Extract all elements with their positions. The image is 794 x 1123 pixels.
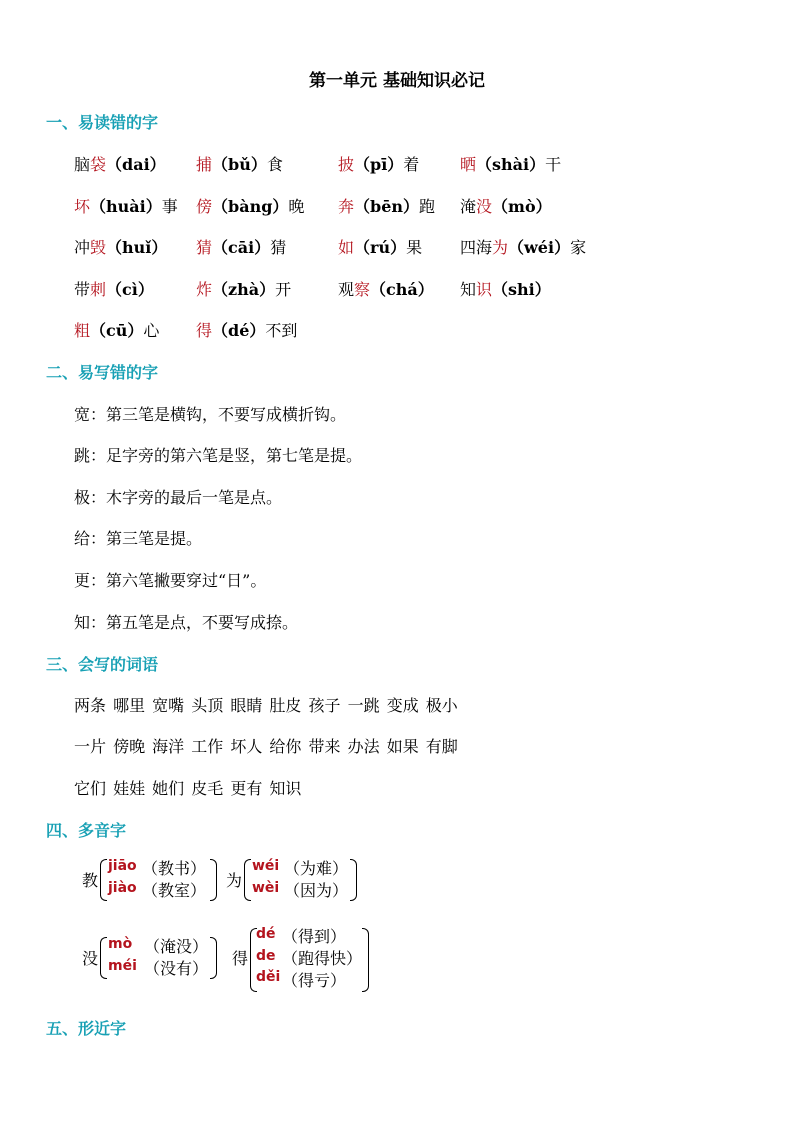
reading-item	[460, 277, 551, 300]
reading-pinyin: （shi）	[492, 280, 551, 299]
reading-item	[460, 235, 586, 258]
reading-suffix: 开	[275, 280, 292, 299]
polyphone-word: （为难）	[284, 859, 349, 878]
reading-pinyin: （wéi）	[508, 238, 571, 257]
reading-prefix: 四海	[460, 238, 493, 257]
reading-target-char: 奔	[338, 197, 355, 216]
reading-suffix: 果	[406, 238, 423, 257]
polyphone-word: （跑得快）	[282, 949, 363, 968]
reading-item	[196, 277, 291, 300]
writing-line: 更：第六笔撇要穿过“日”。	[74, 571, 267, 590]
writing-line: 极：木字旁的最后一笔是点。	[74, 488, 283, 507]
polyphone-char: 为	[226, 871, 243, 890]
polyphone-mei	[82, 934, 222, 984]
left-brace	[100, 859, 107, 901]
left-brace	[244, 859, 251, 901]
reading-target-char: 没	[476, 197, 493, 216]
reading-target-char: 炸	[196, 280, 213, 299]
reading-target-char: 袋	[90, 155, 107, 174]
reading-item	[196, 194, 304, 217]
reading-pinyin: （zhà）	[212, 280, 276, 299]
reading-item	[338, 235, 422, 258]
polyphone-pinyin: wéi	[252, 858, 280, 874]
reading-pinyin: （dai）	[106, 155, 166, 174]
reading-item	[338, 194, 435, 217]
reading-item	[196, 152, 283, 175]
polyphone-char: 没	[82, 949, 99, 968]
polyphone-word: （淹没）	[144, 937, 209, 956]
reading-suffix: 不到	[265, 321, 298, 340]
reading-item	[460, 194, 552, 217]
reading-target-char: 察	[354, 280, 371, 299]
reading-target-char: 为	[492, 238, 509, 257]
reading-prefix: 观	[338, 280, 355, 299]
reading-item	[338, 277, 434, 300]
writing-line: 宽：第三笔是横钩，不要写成横折钩。	[74, 405, 347, 424]
reading-suffix: 心	[143, 321, 160, 340]
polyphone-pinyin: de	[256, 948, 276, 964]
reading-item	[460, 152, 561, 175]
reading-prefix: 冲	[74, 238, 91, 257]
polyphone-word: （得亏）	[282, 971, 347, 990]
reading-pinyin: （bēn）	[354, 197, 420, 216]
reading-suffix: 跑	[419, 197, 436, 216]
reading-target-char: 得	[196, 321, 213, 340]
reading-pinyin: （pī）	[354, 155, 404, 174]
right-brace	[210, 937, 217, 979]
reading-target-char: 刺	[90, 280, 107, 299]
reading-item	[74, 318, 159, 341]
right-brace	[210, 859, 217, 901]
reading-prefix: 淹	[460, 197, 477, 216]
section-heading-1: 一、易读错的字	[46, 113, 159, 132]
polyphone-pinyin: děi	[256, 969, 281, 985]
polyphone-pinyin: jiào	[108, 880, 137, 896]
reading-pinyin: （cāi）	[212, 238, 271, 257]
reading-suffix: 干	[545, 155, 562, 174]
polyphone-word: （教书）	[142, 859, 207, 878]
polyphone-jiao	[82, 856, 222, 906]
reading-suffix: 晚	[288, 197, 305, 216]
section-heading-2: 二、易写错的字	[46, 363, 159, 382]
reading-target-char: 捕	[196, 155, 213, 174]
reading-pinyin: （bàng）	[212, 197, 289, 216]
reading-suffix: 事	[161, 197, 178, 216]
polyphone-pinyin: jiāo	[108, 858, 137, 874]
word-line: 它们 娃娃 她们 皮毛 更有 知识	[74, 779, 302, 798]
section-heading-5: 五、形近字	[46, 1019, 127, 1038]
polyphone-pinyin: mò	[108, 936, 133, 952]
word-line: 两条 哪里 宽嘴 头顶 眼睛 肚皮 孩子 一跳 变成 极小	[74, 696, 458, 715]
reading-target-char: 如	[338, 238, 355, 257]
writing-line: 给：第三笔是提。	[74, 529, 203, 548]
reading-pinyin: （huǐ）	[106, 238, 168, 257]
page-title: 第一单元 基础知识必记	[309, 71, 485, 91]
reading-suffix: 猜	[270, 238, 287, 257]
reading-item	[74, 235, 167, 258]
reading-suffix: 着	[403, 155, 420, 174]
reading-target-char: 坏	[74, 197, 91, 216]
left-brace	[100, 937, 107, 979]
reading-item	[196, 318, 297, 341]
word-line: 一片 傍晚 海洋 工作 坏人 给你 带来 办法 如果 有脚	[74, 737, 458, 756]
reading-target-char: 粗	[74, 321, 91, 340]
reading-pinyin: （shài）	[476, 155, 546, 174]
reading-pinyin: （rú）	[354, 238, 407, 257]
reading-suffix: 家	[570, 238, 587, 257]
reading-prefix: 脑	[74, 155, 91, 174]
reading-target-char: 傍	[196, 197, 213, 216]
reading-pinyin: （huài）	[90, 197, 162, 216]
right-brace	[350, 859, 357, 901]
reading-item	[196, 235, 286, 258]
polyphone-char: 得	[232, 949, 249, 968]
polyphone-wei	[226, 856, 366, 906]
reading-pinyin: （cì）	[106, 280, 154, 299]
polyphone-word: （得到）	[282, 927, 347, 946]
reading-target-char: 晒	[460, 155, 477, 174]
reading-item	[74, 277, 154, 300]
section-heading-4: 四、多音字	[46, 821, 127, 840]
writing-line: 知：第五笔是点，不要写成捺。	[74, 613, 299, 632]
section-heading-3: 三、会写的词语	[46, 655, 159, 674]
polyphone-de	[232, 924, 382, 996]
reading-target-char: 毁	[90, 238, 107, 257]
reading-pinyin: （mò）	[492, 197, 552, 216]
reading-pinyin: （cū）	[90, 321, 144, 340]
reading-target-char: 披	[338, 155, 355, 174]
reading-pinyin: （chá）	[370, 280, 434, 299]
reading-item	[74, 152, 166, 175]
reading-suffix: 食	[266, 155, 283, 174]
reading-pinyin: （bǔ）	[212, 155, 267, 174]
reading-pinyin: （dé）	[212, 321, 266, 340]
polyphone-pinyin: dé	[256, 926, 276, 942]
polyphone-word: （没有）	[144, 959, 209, 978]
polyphone-word: （因为）	[284, 881, 349, 900]
reading-target-char: 猜	[196, 238, 213, 257]
polyphone-pinyin: wèi	[252, 880, 280, 896]
polyphone-pinyin: méi	[108, 958, 137, 974]
right-brace	[362, 928, 369, 992]
reading-target-char: 识	[476, 280, 493, 299]
reading-item	[74, 194, 178, 217]
reading-item	[338, 152, 419, 175]
reading-prefix: 带	[74, 280, 91, 299]
polyphone-char: 教	[82, 871, 99, 890]
polyphone-word: （教室）	[142, 881, 207, 900]
writing-line: 跳：足字旁的第六笔是竖，第七笔是提。	[74, 446, 363, 465]
reading-prefix: 知	[460, 280, 477, 299]
